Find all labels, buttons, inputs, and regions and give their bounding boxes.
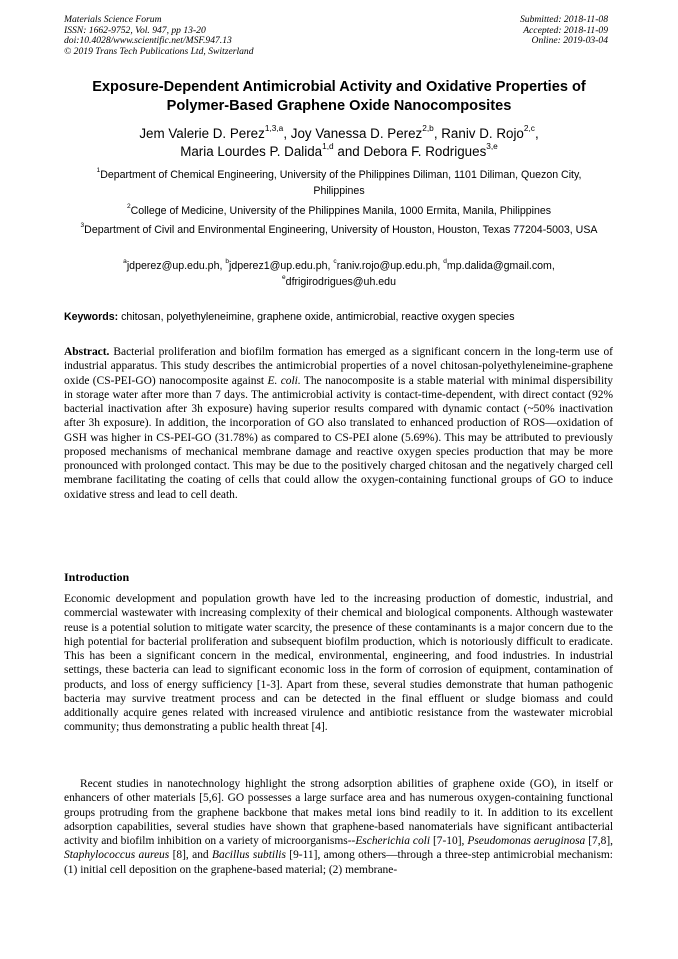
affiliation-3 bbox=[70, 222, 608, 238]
paragraph-text: [9-11], among others—through a three-step antimicrobial mechanism: (1) initial cell deposition on the graphene-based material; (2) membrane- bbox=[64, 849, 613, 876]
introduction-paragraph-2 bbox=[64, 777, 613, 877]
email-address: jdperez@up.edu.ph, bbox=[126, 260, 226, 272]
email-address: mp.dalida@gmail.com, bbox=[446, 260, 555, 272]
issn-line: ISSN: 1662-9752, Vol. 947, pp 13-20 bbox=[64, 24, 206, 36]
organism-name: Bacillus subtilis bbox=[212, 849, 286, 862]
organism-name: Escherichia coli bbox=[355, 835, 431, 847]
author-separator: , bbox=[283, 126, 291, 141]
affiliation-1 bbox=[70, 167, 608, 199]
author-emails bbox=[70, 258, 608, 290]
author-list bbox=[40, 122, 638, 161]
online-date: Online: 2019-03-04 bbox=[531, 35, 608, 47]
abstract-label: Abstract. bbox=[64, 346, 110, 358]
email-marker: c bbox=[333, 258, 337, 266]
organism-name: Pseudomonas aeruginosa bbox=[467, 835, 586, 847]
doi-line: doi:10.4028/www.scientific.net/MSF.947.13 bbox=[64, 35, 232, 47]
organism-name: E. coli. bbox=[267, 374, 301, 387]
author-name: Debora F. Rodrigues bbox=[363, 144, 487, 159]
paragraph-text: [7-10], bbox=[430, 835, 468, 847]
affiliation-marker: 2 bbox=[126, 203, 131, 211]
author-separator: , bbox=[534, 126, 539, 141]
email-address: dfrigirodrigues@uh.edu bbox=[285, 276, 396, 288]
author-name: Jem Valerie D. Perez bbox=[139, 126, 265, 141]
affiliation-text: College of Medicine, University of the Philippines Manila, 1000 Ermita, Manila, Philippines bbox=[130, 205, 552, 217]
email-marker: d bbox=[443, 258, 447, 266]
email-address: raniv.rojo@up.edu.ph, bbox=[336, 260, 444, 272]
accepted-date: Accepted: 2018-11-09 bbox=[523, 24, 608, 36]
journal-info bbox=[64, 15, 254, 57]
author-separator: and bbox=[333, 144, 364, 159]
paragraph-text: [8], and bbox=[169, 849, 213, 862]
author-name: Joy Vanessa D. Perez bbox=[290, 126, 423, 141]
affiliation-marker: 3 bbox=[80, 222, 85, 230]
abstract-text: Bacterial proliferation and biofilm formation has emerged as a significant concern in the long-term use of industrial apparatus. This study describes the antimicrobial properties of a novel chitosan-polyethyleneimine-graphene oxide (CS-PEI-GO) nanocomposite against bbox=[64, 346, 613, 387]
author-separator: , bbox=[433, 126, 442, 141]
paragraph-text: [7,8], bbox=[585, 835, 613, 847]
author-name: Raniv D. Rojo bbox=[441, 126, 524, 141]
organism-name: Staphylococcus aureus bbox=[64, 849, 170, 862]
paper-title bbox=[40, 78, 638, 116]
author-affiliation-marker: 2,c bbox=[523, 122, 535, 133]
paragraph-text: Recent studies in nanotechnology highlight the strong adsorption abilities of graphene oxide (GO), in itself or enhancers of other materials [5,6]. GO possesses a large surface area and has numerous oxygen-containing functional groups protruding from the graphene backbone that makes metal ions bind readily to it. In addition to its excellent adsorption capabilities, several studies have shown that graphene-based nanomaterials have significant antibacterial activity and biofilm inhibition on a variety of microorganisms-- bbox=[64, 778, 613, 847]
author-affiliation-marker: 2,b bbox=[422, 122, 434, 133]
copyright-line: © 2019 Trans Tech Publications Ltd, Switzerland bbox=[64, 45, 254, 57]
affiliation-marker: 1 bbox=[96, 167, 101, 175]
email-marker: a bbox=[123, 258, 127, 266]
publication-dates bbox=[520, 15, 608, 47]
abstract-text: The nanocomposite is a stable material with minimal dispersibility in storage water after more than 7 days. The antimicrobial activity is contact-time-dependent, with direct contact (92% bacterial inactivation after 3h exposure) having superior results compared with dynamic contact (~50% inactivation after 3h exposure). In addition, the incorporation of GO also translated to enhanced production of ROS—oxidation of GSH was higher in CS-PEI-GO (31.78%) as compared to CS-PEI alone (5.69%). This may be attributed to previously proposed mechanisms of mechanical membrane damage and reactive oxygen species production that may be more pronounced with prolonged contact. This may be due to the positively charged chitosan and the negatively charged cell membrane facilitating the coating of cells that could allow the oxygen-containing functional groups of GO to induce oxidative stress and lead to cell death. bbox=[64, 374, 614, 501]
keywords-label: Keywords: bbox=[64, 311, 119, 323]
email-marker: e bbox=[282, 274, 286, 282]
keywords-text: chitosan, polyethyleneimine, graphene oxide, antimicrobial, reactive oxygen species bbox=[118, 311, 515, 323]
affiliation-text: Department of Civil and Environmental Engineering, University of Houston, Houston, Texas 77204-5003, USA bbox=[84, 224, 598, 236]
keywords bbox=[64, 310, 624, 324]
title-line-1: Exposure-Dependent Antimicrobial Activity and Oxidative Properties of bbox=[92, 79, 586, 95]
introduction-paragraph-1: Economic development and population growth have led to the increasing production of domestic, industrial, and commercial wastewater with increasing complexity of their chemical and biological components. Although wastewater reuse is a potential solution to mitigate water scarcity, the presence of these contaminants is a major concern due to the high potential for bacterial proliferation and subsequent biofilm production, which is notoriously difficult to eradicate. This has been a significant concern in the medical, environmental, engineering, and food industries. In industrial settings, these bacteria can lead to significant economic loss in the form of corrosion of equipment, contamination of products, and loss of energy sufficiency [1-3]. Apart from these, several studies demonstrate that human pathogenic bacteria may survive treatment process and can be detected in the final effluent or sludge biomass and could additionally acquire genes related with increased virulence and antibiotic resistance from the wastewater microbial community; thus demonstrating a public health threat [4]. bbox=[64, 593, 613, 734]
author-affiliation-marker: 1,d bbox=[322, 140, 334, 151]
title-line-2: Polymer-Based Graphene Oxide Nanocomposites bbox=[166, 98, 512, 114]
affiliation-2 bbox=[70, 203, 608, 219]
submitted-date: Submitted: 2018-11-08 bbox=[519, 14, 608, 25]
author-name: Maria Lourdes P. Dalida bbox=[180, 144, 323, 159]
author-affiliation-marker: 1,3,a bbox=[264, 122, 284, 133]
email-marker: b bbox=[225, 258, 229, 266]
abstract bbox=[64, 345, 613, 502]
affiliation-text: Department of Chemical Engineering, University of the Philippines Diliman, 1101 Diliman, Quezon City, Philippines bbox=[100, 169, 582, 197]
author-affiliation-marker: 3,e bbox=[486, 140, 498, 151]
email-address: jdperez1@up.edu.ph, bbox=[229, 260, 334, 272]
section-heading-introduction: Introduction bbox=[64, 570, 130, 584]
journal-name: Materials Science Forum bbox=[64, 14, 162, 25]
